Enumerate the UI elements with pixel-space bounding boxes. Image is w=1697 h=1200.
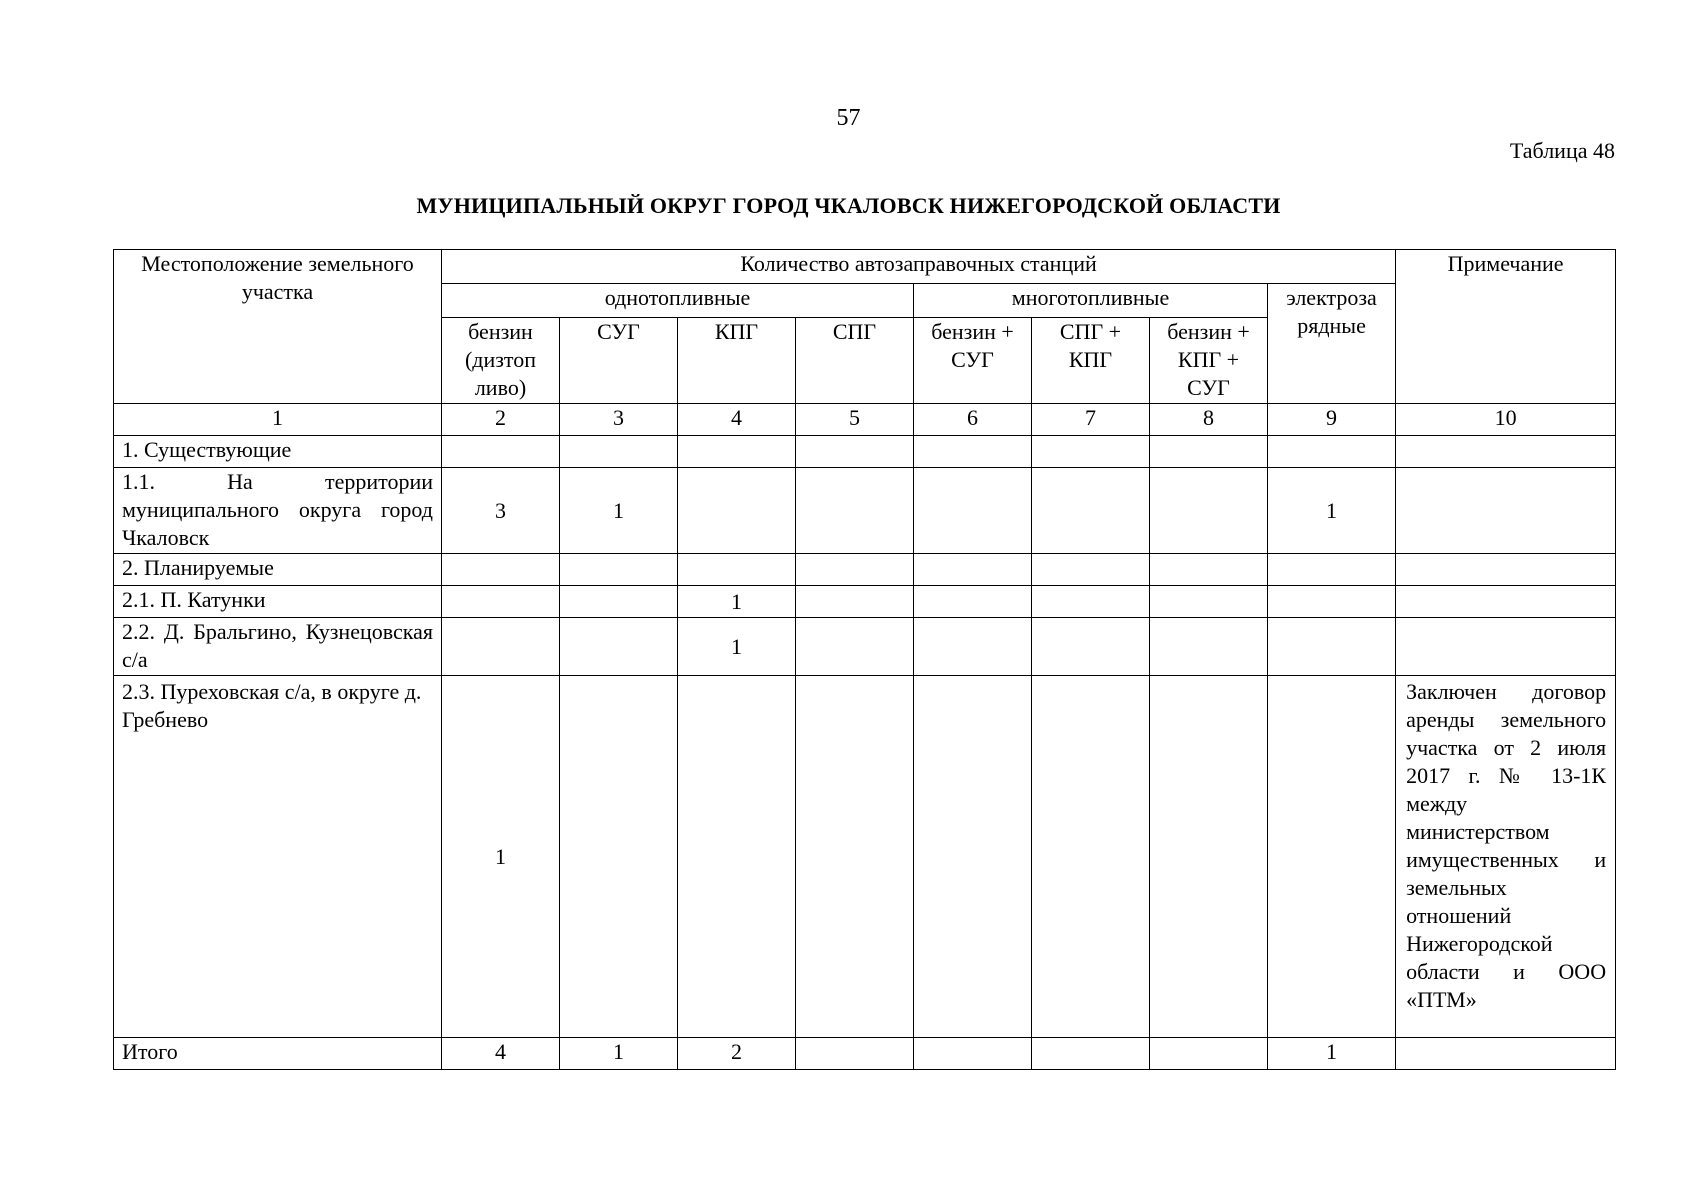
column-number: 1 — [114, 404, 442, 436]
column-number: 4 — [678, 404, 796, 436]
row-label-existing: 1. Существующие — [114, 436, 442, 468]
column-number: 10 — [1396, 404, 1616, 436]
table-row — [114, 436, 1616, 468]
column-number: 8 — [1150, 404, 1268, 436]
row-label-planned: 2. Планируемые — [114, 554, 442, 586]
column-numbers-row — [114, 404, 1616, 436]
column-number: 5 — [796, 404, 914, 436]
row-label-2-1: 2.1. П. Катунки — [114, 586, 442, 618]
header-location: Местоположение земельного участка — [114, 250, 442, 404]
document-title: МУНИЦИПАЛЬНЫЙ ОКРУГ ГОРОД ЧКАЛОВСК НИЖЕГОРОДСКОЙ ОБЛАСТИ — [416, 193, 1281, 218]
row-label-total: Итого — [114, 1038, 442, 1070]
cell-gasoline: 3 — [442, 468, 560, 554]
header-gasoline-cng-lpg: бензин + КПГ + СУГ — [1150, 318, 1268, 404]
column-number: 7 — [1032, 404, 1150, 436]
header-single-fuel: однотопливные — [442, 284, 914, 318]
cell-cng: 1 — [678, 586, 796, 618]
row-label-2-2: 2.2. Д. Бральгино, Кузнецовская с/а — [114, 618, 442, 676]
header-lpg: СУГ — [560, 318, 678, 404]
table-label: Таблица 48 — [1509, 138, 1615, 163]
header-lng-cng: СПГ + КПГ — [1032, 318, 1150, 404]
table-row — [114, 554, 1616, 586]
header-gasoline-lpg: бензин + СУГ — [914, 318, 1032, 404]
column-number: 3 — [560, 404, 678, 436]
row-label-1-1: 1.1. На территории муниципального округа город Чкаловск — [114, 468, 442, 554]
header-note: Примечание — [1396, 250, 1616, 404]
header-lng: СПГ — [796, 318, 914, 404]
header-gasoline: бензин (дизтоп ливо) — [442, 318, 560, 404]
header-multi-fuel: многотопливные — [914, 284, 1268, 318]
cell-electric: 1 — [1268, 1038, 1396, 1070]
cell-electric: 1 — [1268, 468, 1396, 554]
total-row — [114, 1038, 1616, 1070]
cell-gasoline: 4 — [442, 1038, 560, 1070]
cell-cng: 1 — [678, 618, 796, 676]
header-electric: электроза рядные — [1268, 284, 1396, 404]
table-row — [114, 586, 1616, 618]
row-label-2-3: 2.3. Пуреховская с/а, в округе д. Гребнево — [114, 676, 442, 1038]
header-row — [114, 250, 1616, 284]
table-row — [114, 618, 1616, 676]
page-number: 57 — [836, 105, 861, 131]
cell-lpg: 1 — [560, 468, 678, 554]
table-row — [114, 468, 1616, 554]
header-count-group: Количество автозаправочных станций — [442, 250, 1396, 284]
table-row — [114, 676, 1616, 1038]
header-cng: КПГ — [678, 318, 796, 404]
column-number: 2 — [442, 404, 560, 436]
column-number: 9 — [1268, 404, 1396, 436]
gas-stations-table — [113, 249, 1616, 1070]
cell-gasoline: 1 — [442, 676, 560, 1038]
column-number: 6 — [914, 404, 1032, 436]
cell-cng: 2 — [678, 1038, 796, 1070]
cell-note: Заключен договор аренды земельного участка от 2 июля 2017 г. № 13-1К между министерством имущественных и земельных отношений Нижегородской области и ООО «ПТМ» — [1396, 676, 1616, 1038]
cell-lpg: 1 — [560, 1038, 678, 1070]
